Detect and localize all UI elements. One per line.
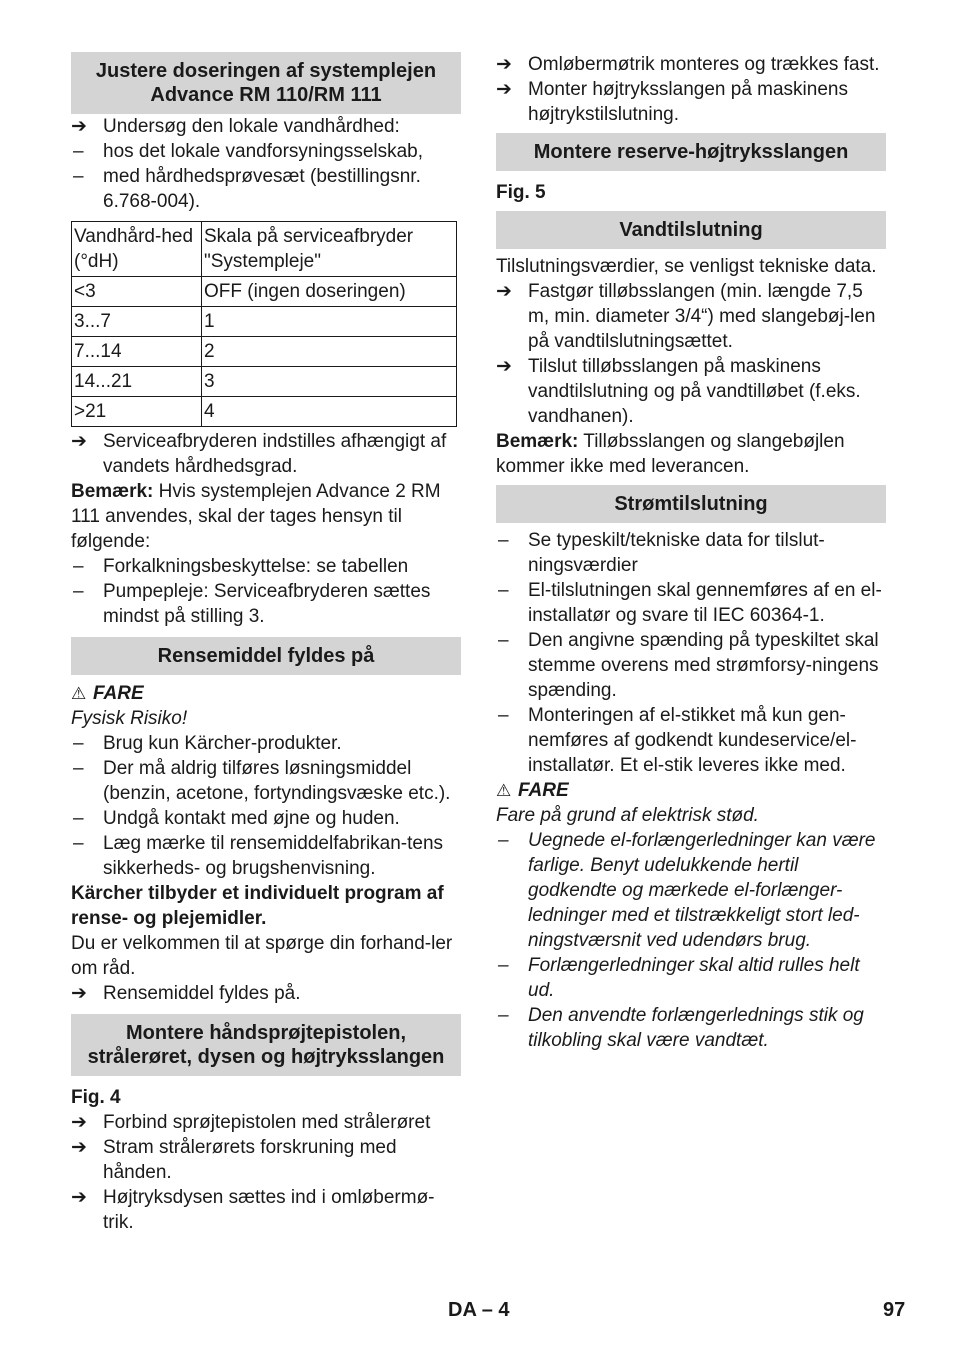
table-cell: <3 (72, 277, 202, 307)
list-item-text: Brug kun Kärcher-produkter. (103, 733, 342, 754)
list-item-text: Monteringen af el-stikket må kun gen-nemføres af godkendt kundeservice/el-installatør. Et el-stik leveres ikke med. (528, 705, 857, 776)
list-item-text: Den anvendte forlængerlednings stik og tilkobling skal være vandtæt. (528, 1005, 864, 1051)
arrow-bullet-icon: ➔ (496, 79, 512, 100)
table-cell: 7...14 (72, 337, 202, 367)
table-cell: 4 (202, 397, 457, 427)
dash-bullet: – (73, 166, 84, 187)
list-item (496, 953, 886, 1003)
note-hose-delivery: Bemærk: Tilløbsslangen og slangebøjlen kommer ikke med leverancen. (496, 431, 845, 477)
list-item (71, 831, 461, 881)
list-item (71, 139, 461, 164)
list-fill-detergent (71, 981, 461, 1006)
warning-triangle-icon: ⚠ (496, 781, 512, 800)
footer-section-label: DA – 4 (448, 1299, 510, 1321)
list-item-text: Undersøg den lokale vandhårdhed: (103, 116, 400, 137)
list-item (496, 578, 886, 628)
list-water-hardness (71, 114, 461, 214)
table-row (72, 397, 457, 427)
heading-detergent: Rensemiddel fyldes på (71, 637, 461, 675)
table-row (72, 367, 457, 397)
list-item-text: Undgå kontakt med øjne og huden. (103, 808, 400, 829)
list-item-text: Pumpepleje: Serviceafbryderen sættes mindst på stilling 3. (103, 581, 431, 627)
arrow-bullet-icon: ➔ (71, 983, 87, 1004)
list-item-text: Forlængerledninger skal altid rulles helt ud. (528, 955, 860, 1001)
list-item (71, 731, 461, 756)
list-item-text: Højtryksdysen sættes ind i omløbermø-trik. (103, 1187, 435, 1233)
list-item-text: Den angivne spænding på typeskiltet skal stemme overens med strømforsy-ningens spænding. (528, 630, 879, 701)
list-item (71, 756, 461, 806)
table-cell: OFF (ingen doseringen) (202, 277, 457, 307)
dash-bullet: – (73, 808, 84, 829)
list-power-rules (496, 528, 886, 778)
list-item-text: med hårdhedsprøvesæt (bestillingsnr. 6.768-004). (103, 166, 421, 212)
heading-power-connection: Strømtilslutning (496, 485, 886, 523)
list-item (496, 1003, 886, 1053)
list-item-text: Omløbermøtrik monteres og trækkes fast. (528, 54, 880, 75)
list-item (496, 828, 886, 953)
list-item (71, 1135, 461, 1185)
dash-bullet: – (73, 141, 84, 162)
list-water-steps (496, 279, 886, 429)
list-item-text: Serviceafbryderen indstilles afhængigt af vandets hårdhedsgrad. (103, 431, 447, 477)
list-item-text: Fastgør tilløbsslangen (min. længde 7,5 m, min. diameter 3/4“) med slangebøj-len på vandtilslutningsættet. (528, 281, 876, 352)
list-item (71, 114, 461, 139)
table-cell: Vandhård-hed (°dH) (72, 222, 202, 277)
list-item-text: Tilslut tilløbsslangen på maskinens vandtilslutning og på vandtilløbet (f.eks. vandhanen). (528, 356, 861, 427)
list-item (496, 354, 886, 429)
dash-bullet: – (73, 556, 84, 577)
list-item-text: Forkalkningsbeskyttelse: se tabellen (103, 556, 409, 577)
heading-mount-gun: Montere håndsprøjtepistolen, strålerøret, dysen og højtryksslangen (71, 1014, 461, 1076)
list-detergent-rules (71, 731, 461, 881)
list-item (71, 579, 461, 629)
list-item-text: Uegnede el-forlængerledninger kan være farlige. Benyt udelukkende hertil godkendte og mærkede el-forlænger-ledninger med et tilstrækkeligt stort led-ningstværsnit ved udendørs brug. (528, 830, 876, 951)
list-mount-steps (71, 1110, 461, 1235)
hardness-table (71, 221, 457, 427)
warning-text-1: Fysisk Risiko! (71, 708, 188, 729)
right-column (496, 52, 886, 1053)
arrow-bullet-icon: ➔ (496, 54, 512, 75)
table-cell: 2 (202, 337, 457, 367)
table-cell: 3...7 (72, 307, 202, 337)
fig-5-label: Fig. 5 (496, 182, 546, 203)
list-item (71, 164, 461, 214)
list-item (71, 554, 461, 579)
arrow-bullet-icon: ➔ (71, 431, 87, 452)
dash-bullet: – (73, 833, 84, 854)
warning-danger-2: ⚠ FARE (496, 780, 569, 801)
dealer-advice: Du er velkommen til at spørge din forhand-ler om råd. (71, 933, 453, 979)
list-item (71, 806, 461, 831)
table-header-row (72, 222, 457, 277)
list-item-text: Stram strålerørets forskruning med hånden. (103, 1137, 397, 1183)
table-cell: Skala på serviceafbryder "Systempleje" (202, 222, 457, 277)
list-item-text: Læg mærke til rensemiddelfabrikan-tens sikkerheds- og brugshenvisning. (103, 833, 444, 879)
connection-values-text: Tilslutningsværdier, se venligst tekniske data. (496, 256, 877, 277)
list-item (496, 703, 886, 778)
dash-bullet: – (498, 955, 509, 976)
table-cell: 1 (202, 307, 457, 337)
arrow-bullet-icon: ➔ (496, 281, 512, 302)
list-item-text: Se typeskilt/tekniske data for tilslut-ningsværdier (528, 530, 825, 576)
list-item (71, 981, 461, 1006)
left-column (71, 52, 461, 1235)
arrow-bullet-icon: ➔ (71, 1187, 87, 1208)
list-item-text: Monter højtryksslangen på maskinens højtrykstilslutning. (528, 79, 848, 125)
page-number: 97 (883, 1299, 906, 1321)
list-item (496, 279, 886, 354)
list-item-text: Forbind sprøjtepistolen med strålerøret (103, 1112, 431, 1133)
table-row (72, 307, 457, 337)
list-considerations (71, 554, 461, 629)
list-item-text: El-tilslutningen skal gennemføres af en el-installatør og svare til IEC 60364-1. (528, 580, 882, 626)
dash-bullet: – (498, 530, 509, 551)
table-cell: >21 (72, 397, 202, 427)
arrow-bullet-icon: ➔ (71, 116, 87, 137)
dash-bullet: – (498, 830, 509, 851)
list-extension-cords (496, 828, 886, 1053)
dash-bullet: – (498, 705, 509, 726)
warning-text-2: Fare på grund af elektrisk stød. (496, 805, 759, 826)
list-item (496, 528, 886, 578)
dash-bullet: – (73, 581, 84, 602)
fig-4-label: Fig. 4 (71, 1087, 121, 1108)
arrow-bullet-icon: ➔ (496, 356, 512, 377)
list-item-text: hos det lokale vandforsyningsselskab, (103, 141, 424, 162)
dash-bullet: – (73, 733, 84, 754)
heading-dosing: Justere doseringen af systemplejen Advance RM 110/RM 111 (71, 52, 461, 114)
list-item (71, 1185, 461, 1235)
note-advance2: Bemærk: Hvis systemplejen Advance 2 RM 111 anvendes, skal der tages hensyn til følgende: (71, 481, 441, 552)
heading-water-connection: Vandtilslutning (496, 211, 886, 249)
list-item (496, 77, 886, 127)
dash-bullet: – (498, 580, 509, 601)
arrow-bullet-icon: ➔ (71, 1112, 87, 1133)
warning-triangle-icon: ⚠ (71, 684, 87, 703)
dash-bullet: – (73, 758, 84, 779)
list-item (71, 429, 461, 479)
list-item (496, 52, 886, 77)
table-cell: 14...21 (72, 367, 202, 397)
list-item (71, 1110, 461, 1135)
list-item (496, 628, 886, 703)
arrow-bullet-icon: ➔ (71, 1137, 87, 1158)
warning-danger-1: ⚠ FARE (71, 683, 144, 704)
dash-bullet: – (498, 1005, 509, 1026)
list-service-switch (71, 429, 461, 479)
table-cell: 3 (202, 367, 457, 397)
heading-spare-hose: Montere reserve-højtryksslangen (496, 133, 886, 171)
dash-bullet: – (498, 630, 509, 651)
table-row (72, 277, 457, 307)
table-row (72, 337, 457, 367)
list-item-text: Rensemiddel fyldes på. (103, 983, 301, 1004)
list-mount-nut (496, 52, 886, 127)
list-item-text: Der må aldrig tilføres løsningsmiddel (benzin, acetone, fortyndingsvæske etc.). (103, 758, 451, 804)
kaercher-program-note: Kärcher tilbyder et individuelt program af rense- og plejemidler. (71, 883, 444, 929)
